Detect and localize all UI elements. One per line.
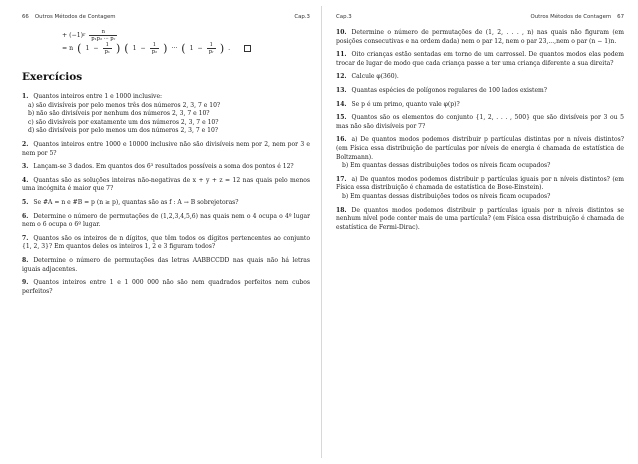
exercise-4 (22, 177, 310, 194)
qed-square-icon (244, 45, 251, 52)
right-page (322, 0, 638, 464)
exercise-number: 13. (336, 86, 347, 94)
exercise-item: b) não são divisíveis por nenhum dos números 2, 3, 7 e 10? (28, 110, 210, 118)
exercise-number: 16. (336, 136, 347, 144)
exercise-text: Determine o número de permutações de (1, 2, . . . , n) nas quais não figuram (em posições consecutivas e na ordem dada) nem o par 12, nem o par 23,...,nem o par (n − 1)n. (336, 29, 624, 45)
exercise-text: Calcule φ(360). (351, 73, 399, 81)
exercise-number: 15. (336, 114, 347, 122)
exercise-8 (22, 257, 310, 274)
exercise-1 (22, 93, 310, 136)
exercise-text: Quantos inteiros entre 1000 e 10000 inclusive não são divisíveis nem por 2, nem por 3 e nem por 5? (22, 140, 310, 157)
exercise-number: 12. (336, 73, 347, 81)
exercise-15 (336, 114, 624, 131)
exercise-text: De quantos modos podemos distribuir p partículas iguais por n níveis distintos se nenhum nível pode conter mais de uma partícula? (em Física essa distribuição é chamada de estatística de Fermi-Dirac). (336, 206, 624, 231)
exercise-text: a) De quantos modos podemos distribuir p partículas distintas por n níveis distintos? (em Física essa distribuição de partículas por níveis de energia é chamada de estatística de Boltzmann). (336, 136, 624, 161)
exercise-6 (22, 213, 310, 230)
exercise-text: b) Em quantas dessas distribuições todos os níveis ficam ocupados? (342, 162, 551, 170)
exercise-number: 18. (336, 206, 347, 214)
exercise-text: Se #A = n e #B = p (n ≥ p), quantas são as f : A → B sobrejetoras? (33, 198, 239, 206)
chapter-title: Outros Métodos de Contagem (34, 14, 116, 20)
exercise-number: 4. (22, 176, 29, 184)
exercise-9 (22, 279, 310, 296)
exercise-text: Quantas espécies de polígonos regulares de 100 lados existem? (351, 86, 548, 94)
exercise-17 (336, 176, 624, 202)
exercise-7 (22, 235, 310, 252)
exercise-item: d) são divisíveis por pelo menos um dos números 2, 3, 7 e 10? (28, 127, 219, 135)
running-head-left (22, 14, 310, 23)
exercise-number: 6. (22, 212, 29, 220)
exercise-number: 10. (336, 29, 347, 36)
formula-line-2: = n ( 1 − $\frac{1}{\text{p₁}}$ ) ( 1 − $\frac{1}{\text{p₂}}$ ) ··· ( 1 − $\frac{1}{\text{pᵣ}}$ ) . (22, 42, 310, 55)
section-title: Exercícios (22, 71, 83, 83)
exercise-text: Quantos são os elementos do conjunto {1, 2, . . . , 500} que são divisíveis por 3 ou 5 mas não são divisíveis por 7? (336, 114, 624, 130)
exercise-number: 14. (336, 100, 347, 108)
formula-line-1: + (−1) r $\frac{n}{\text{p₁p₂ ··· pᵣ}}$ (62, 29, 116, 42)
exercise-number: 8. (22, 256, 29, 264)
exercise-10 (336, 29, 624, 46)
exercise-text: b) Em quantas dessas distribuições todos os níveis ficam ocupados? (342, 192, 551, 200)
exercise-number: 2. (22, 140, 29, 148)
exercise-text: Lançam-se 3 dados. Em quantos dos 6³ resultados possíveis a soma dos pontos é 12? (33, 163, 294, 171)
exercise-text: Quantos inteiros entre 1 e 1 000 000 não são nem quadrados perfeitos nem cubos perfeitos? (22, 279, 310, 295)
exercise-text: Se p é um primo, quanto vale φ(p)? (351, 100, 460, 108)
page-number: 67 (617, 14, 624, 20)
chapter-title: Outros Métodos de Contagem (530, 14, 612, 20)
exercise-number: 11. (336, 51, 347, 59)
exercise-13 (336, 87, 624, 96)
formula-block (22, 29, 310, 55)
fraction: $\frac{n}{\text{p₁p₂ ··· pᵣ}}$ (91, 29, 116, 42)
exercise-number: 1. (22, 93, 29, 100)
exercise-16 (336, 136, 624, 170)
exercise-text: Quantos inteiros entre 1 e 1000 inclusive: (33, 93, 163, 100)
exercise-5 (22, 199, 310, 208)
chapter-label: Cap.3 (294, 14, 310, 20)
exercise-text: Quantas são as soluções inteiras não-negativas de x + y + z = 12 nas quais pelo menos uma incógnita é maior que 7? (22, 176, 310, 193)
exercise-2 (22, 141, 310, 158)
exercise-11 (336, 51, 624, 68)
exercise-number: 7. (22, 234, 29, 242)
exercise-text: Oito crianças estão sentadas em torno de um carrossel. De quantos modos elas podem trocar de lugar de modo que cada criança passe a ter uma criança diferente a sua direita? (336, 51, 624, 67)
exercise-number: 3. (22, 163, 29, 171)
chapter-label: Cap.3 (336, 14, 352, 20)
running-head-right (336, 14, 624, 23)
exercise-number: 5. (22, 198, 29, 206)
exercise-number: 17. (336, 175, 347, 183)
exercise-text: Determine o número de permutações das letras AABBCCDD nas quais não há letras iguais adjacentes. (22, 256, 310, 273)
exercise-14 (336, 101, 624, 110)
exercise-18 (336, 207, 624, 233)
exercise-text: Quantos são os inteiros de n dígitos, que têm todos os dígitos pertencentes ao conjunto {1, 2, 3}? Em quantos deles os inteiros 1, 2 e 3 figuram todos? (22, 234, 310, 251)
exercise-text: Determine o número de permutações de (1,2,3,4,5,6) nas quais nem o 4 ocupa o 4º lugar nem o 6 ocupa o 6º lugar. (22, 212, 310, 229)
exercise-number: 9. (22, 279, 29, 287)
exercise-item: a) são divisíveis por pelo menos três dos números 2, 3, 7 e 10? (28, 101, 221, 109)
exercise-text: a) De quantos modos podemos distribuir p partículas iguais por n níveis distintos? (em Física essa distribuição é chamada de estatística de Bose-Einstein). (336, 175, 624, 192)
exercise-item: c) são divisíveis por exatamente um dos números 2, 3, 7 e 10? (28, 118, 219, 126)
exercise-3 (22, 163, 310, 172)
exercise-12 (336, 73, 624, 82)
page-number: 66 (22, 14, 29, 20)
